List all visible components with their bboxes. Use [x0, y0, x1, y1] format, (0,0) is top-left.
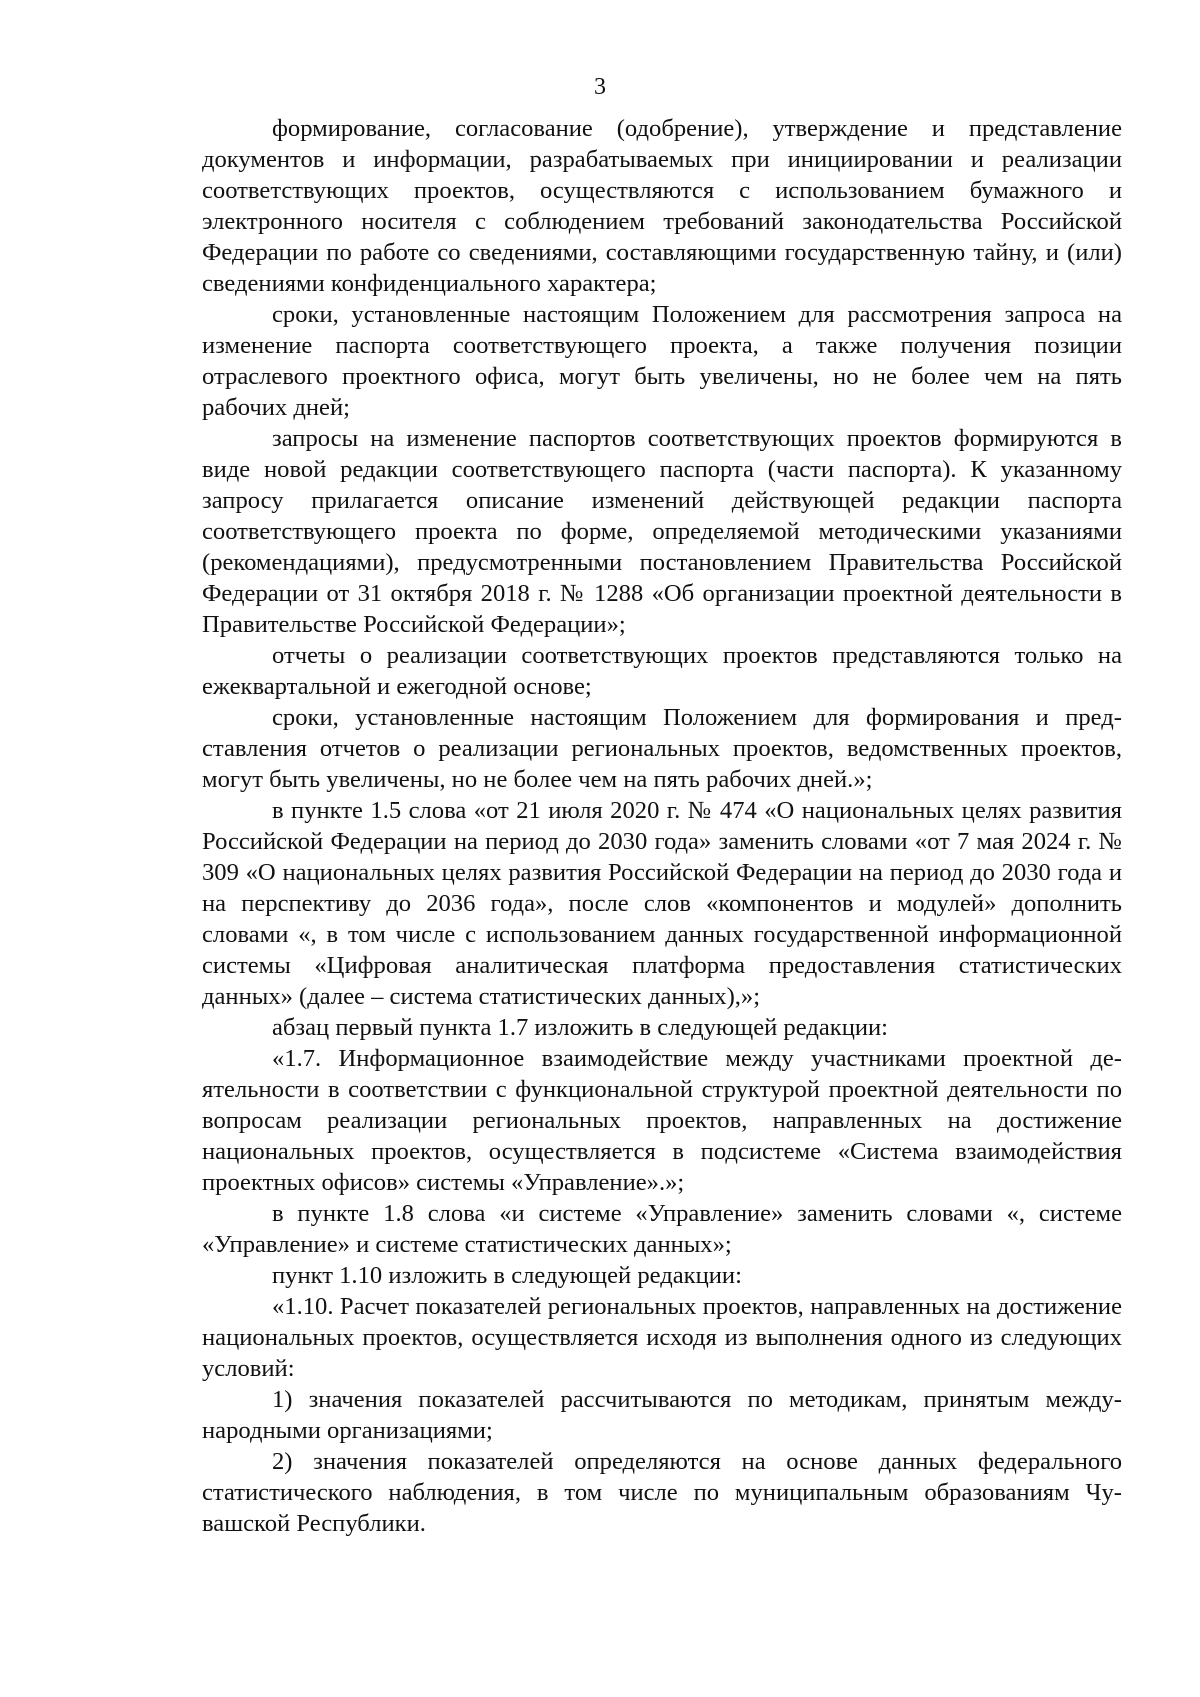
- paragraph: 2) значения показателей определяются на основе данных федерального статистического наблюдения, в том числе по муниципальным образованиям Чувашской Республики.: [202, 1448, 1122, 1537]
- paragraph: сроки, установленные настоящим Положением для рассмотрения запроса на изменение паспорта соответствующего проекта, а также получения позиции отраслевого проектного офиса, могут быть увеличены, но не более чем на пять рабочих дней;: [202, 301, 1122, 421]
- paragraph: сроки, установленные настоящим Положением для формирования и представления отчетов о реализации региональных проектов, ведомственных проектов, могут быть увеличены, но не более чем на пять рабочих дней.»;: [202, 704, 1122, 793]
- page-number: 3: [594, 74, 606, 100]
- paragraph: в пункте 1.5 слова «от 21 июля 2020 г. № 474 «О национальных целях развития Российской Федерации на период до 2030 года» заменить словами «от 7 мая 2024 г. № 309 «О национальных целях развития Российской Федерации на период до 2030 года и на перспективу до 2036 года», после слов «компонентов и модулей» дополнить словами «, в том числе с использованием данных государственной информационной системы «Цифровая аналитическая платформа предоставления статистических данных» (далее – система статистических данных),»;: [202, 797, 1122, 1010]
- paragraph: «1.10. Расчет показателей региональных проектов, направленных на достижение национальных проектов, осуществляется исходя из выполнения одного из следующих условий:: [202, 1293, 1122, 1382]
- paragraph: «1.7. Информационное взаимодействие между участниками проектной деятельности в соответствии с функциональной структурой проектной деятельности по вопросам реализации региональных проектов, направленных на достижение национальных проектов, осуществляется в подсистеме «Система взаимодействия проектных офисов» системы «Управление».»;: [202, 1045, 1122, 1196]
- paragraph: 1) значения показателей рассчитываются по методикам, принятым международными организациями;: [202, 1386, 1122, 1444]
- paragraph: абзац первый пункта 1.7 изложить в следующей редакции:: [272, 1014, 889, 1041]
- paragraph: запросы на изменение паспортов соответствующих проектов формируются в виде новой редакции соответствующего паспорта (части паспорта). К указанному запросу прилагается описание изменений действующей редакции паспорта соответствующего проекта по форме, определяемой методическими указаниями (рекомендациями), предусмотренными постановлением Правительства Российской Федерации от 31 октября 2018 г. № 1288 «Об организации проектной деятельности в Правительстве Российской Федерации»;: [202, 425, 1122, 638]
- paragraph: отчеты о реализации соответствующих проектов представляются только на ежеквартальной и ежегодной основе;: [202, 642, 1122, 700]
- document-body: [202, 113, 1122, 1539]
- paragraph: пункт 1.10 изложить в следующей редакции:: [272, 1262, 742, 1289]
- paragraph: формирование, согласование (одобрение), утверждение и представление документов и информации, разрабатываемых при инициировании и реализации соответствующих проектов, осуществляются с использованием бумажного и электронного носителя с соблюдением требований законодательства Российской Федерации по работе со сведениями, составляющими государственную тайну, и (или) сведениями конфиденциального характера;: [202, 115, 1122, 297]
- paragraph: в пункте 1.8 слова «и системе «Управление» заменить словами «, системе «Управление» и системе статистических данных»;: [202, 1200, 1122, 1258]
